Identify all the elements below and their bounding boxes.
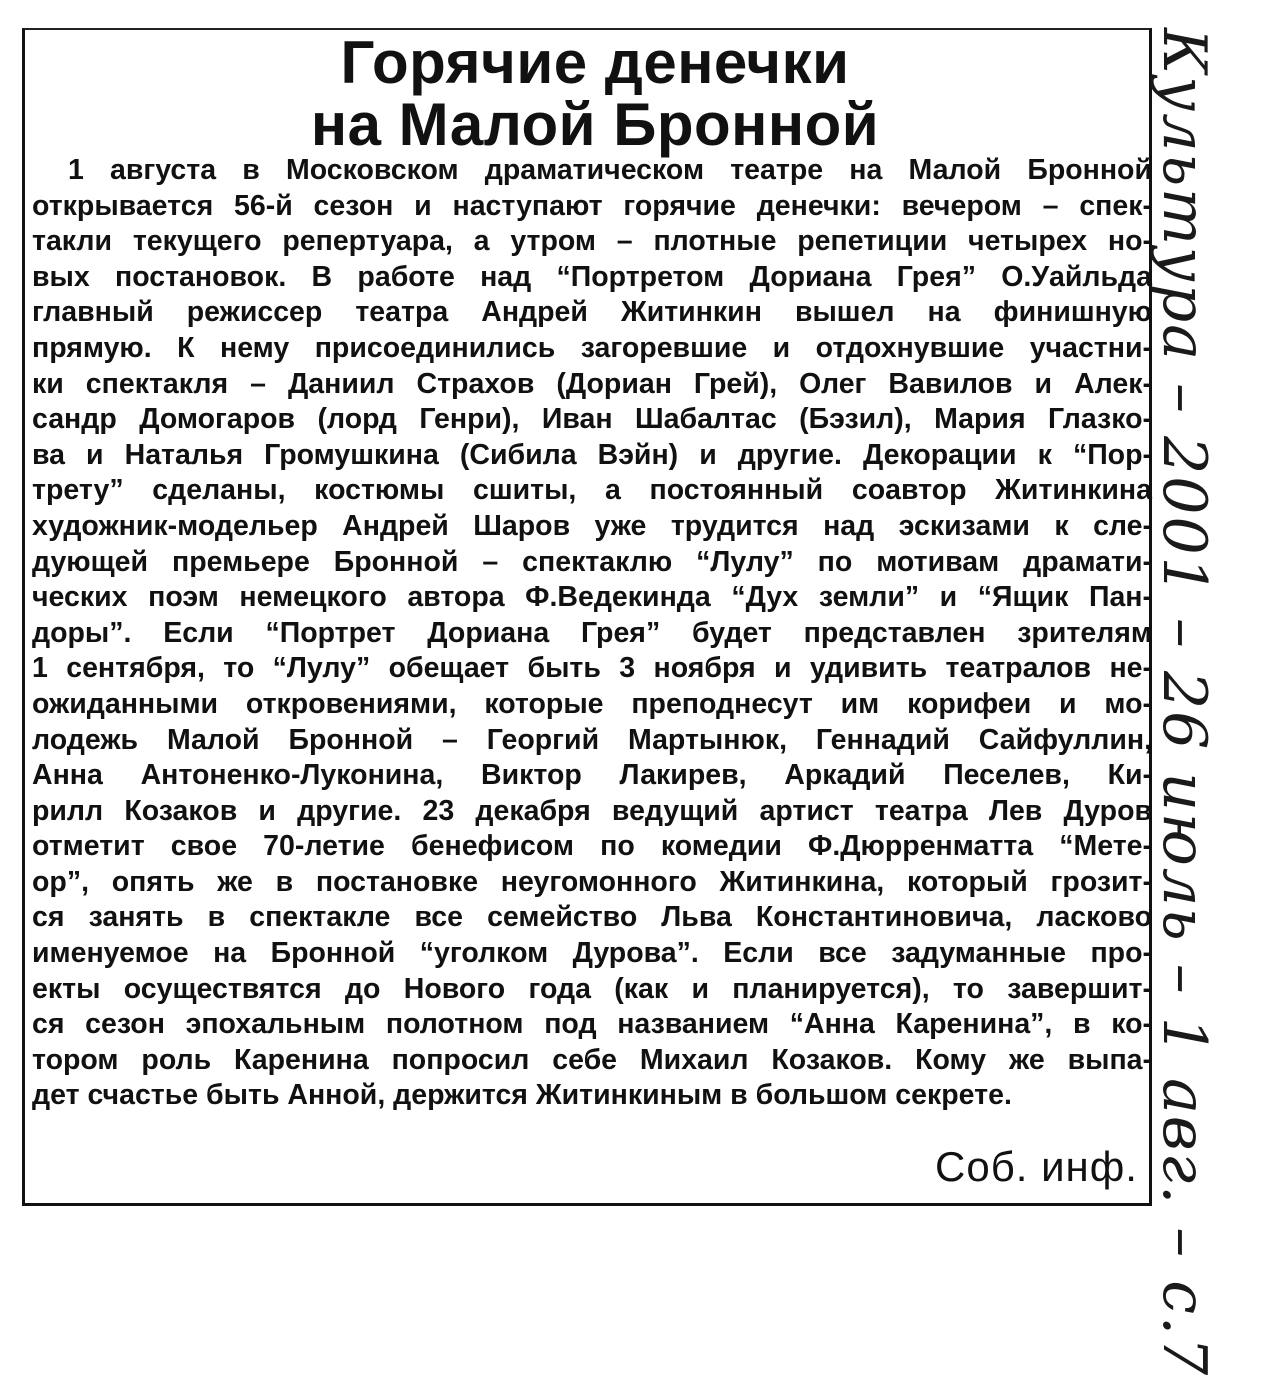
article-body-line: тором роль Каренина попросил себе Михаил Козаков. Кому же выпа- (32, 1043, 1152, 1076)
article-body-line: ва и Наталья Громушкина (Сибила Вэйн) и другие. Декорации к “Пор- (32, 438, 1152, 471)
article-body-line: рилл Козаков и другие. 23 декабря ведущий артист театра Лев Дуров (32, 794, 1152, 827)
article-body-line: такли текущего репертуара, а утром – плотные репетиции четырех но- (32, 225, 1152, 258)
article-body-line: открывается 56-й сезон и наступают горячие денечки: вечером – спек- (32, 189, 1152, 222)
article-body-line: главный режиссер театра Андрей Житинкин вышел на финишную (32, 296, 1152, 329)
article-body-line: ор”, опять же в постановке неугомонного Житинкина, который грозит- (32, 865, 1152, 898)
article-body-line: ческих поэм немецкого автора Ф.Ведекинда “Дух земли” и “Ящик Пан- (32, 581, 1152, 614)
article-body (32, 153, 1152, 1114)
article-body-line: трету” сделаны, костюмы сшиты, а постоянный соавтор Житинкина (32, 474, 1152, 507)
article-body-line: вых постановок. В работе над “Портретом Дориана Грея” О.Уайльда (32, 260, 1152, 293)
headline-line-2: на Малой Бронной (310, 91, 880, 158)
article-body-line: 1 сентября, то “Лулу” обещает быть 3 ноября и удивить театралов не- (32, 652, 1152, 685)
article-body-line: Анна Антоненко-Луконина, Виктор Лакирев, Аркадий Песелев, Ки- (32, 759, 1152, 792)
article-body-line: доры”. Если “Портрет Дориана Грея” будет представлен зрителям (32, 616, 1152, 649)
article-signature: Соб. инф. (935, 1143, 1138, 1190)
article-headline (60, 29, 1130, 158)
headline-line-1: Горячие денечки (340, 29, 850, 96)
article-body-line: ожиданными откровениями, которые преподнесут им корифеи и мо- (32, 687, 1152, 720)
article-body-line: ки спектакля – Даниил Страхов (Дориан Грей), Олег Вавилов и Алек- (32, 367, 1152, 400)
article-body-line: прямую. К нему присоединились загоревшие и отдохнувшие участни- (32, 331, 1152, 364)
article-body-line: художник-модельер Андрей Шаров уже трудится над эскизами к сле- (32, 509, 1152, 542)
article-body-line: 1 августа в Московском драматическом театре на Малой Бронной (68, 154, 1152, 186)
handwritten-margin-note (1149, 28, 1257, 1377)
article-body-line: екты осуществятся до Нового года (как и планируется), то завершит- (32, 972, 1152, 1005)
article-body-line: отметит свое 70-летие бенефисом по комедии Ф.Дюрренматта “Мете- (32, 830, 1152, 863)
article-body-line: ся занять в спектакле все семейство Льва Константиновича, ласково (32, 901, 1152, 934)
article-body-line: сандр Домогаров (лорд Генри), Иван Шабалтас (Бэзил), Мария Глазко- (32, 403, 1152, 436)
handwritten-source-note: Культура – 2001 – 26 июль – 1 авг. – с.7 (1149, 28, 1219, 1377)
article-body-line: ся сезон эпохальным полотном под названием “Анна Каренина”, в ко- (32, 1008, 1152, 1041)
article-body-line: дующей премьере Бронной – спектаклю “Лулу” по мотивам драмати- (32, 545, 1152, 578)
article-body-line: лодежь Малой Бронной – Георгий Мартынюк, Геннадий Сайфуллин, (32, 723, 1152, 756)
article-body-line: именуемое на Бронной “уголком Дурова”. Если все задуманные про- (32, 937, 1152, 970)
article-body-line: дет счастье быть Анной, держится Житинкиным в большом секрете. (32, 1079, 1012, 1112)
